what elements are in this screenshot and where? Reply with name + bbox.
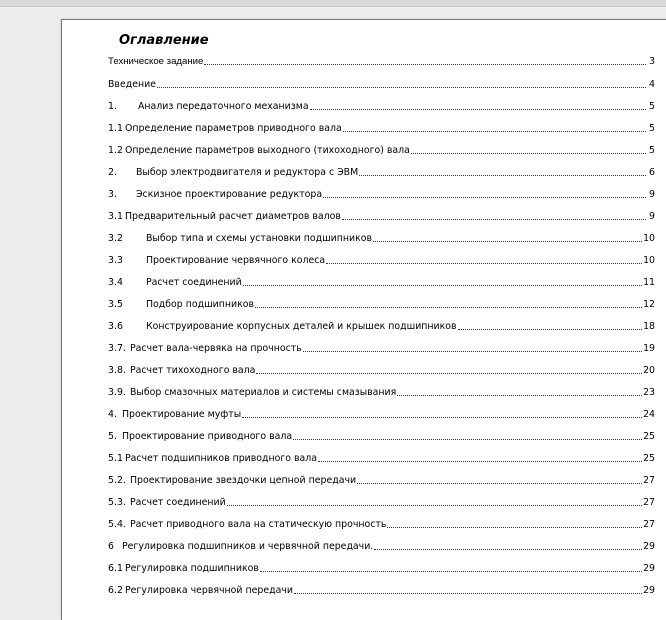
toc-entry-page: 5 — [649, 123, 655, 134]
toc-dot-leader — [242, 417, 642, 418]
toc-dot-leader — [227, 505, 642, 506]
toc-entry[interactable] — [108, 582, 655, 596]
toc-entry-page: 10 — [643, 233, 655, 244]
toc-entry[interactable] — [108, 296, 655, 310]
toc-entry[interactable] — [108, 208, 655, 222]
toc-entry-number: 3.6 — [108, 321, 123, 332]
toc-entry-number: 3.2 — [108, 233, 123, 244]
toc-entry-text: Выбор электродвигателя и редуктора с ЭВМ — [136, 167, 359, 178]
toc-dot-leader — [255, 307, 642, 308]
toc-entry-page: 27 — [643, 475, 655, 486]
toc-entry[interactable] — [108, 406, 655, 420]
toc-entry[interactable] — [108, 516, 655, 530]
toc-dot-leader — [256, 373, 642, 374]
toc-dot-leader — [387, 527, 642, 528]
toc-entry-page: 10 — [643, 255, 655, 266]
toc-entry-page: 18 — [643, 321, 655, 332]
toc-entry[interactable] — [108, 450, 655, 464]
toc-dot-leader — [397, 395, 642, 396]
toc-dot-leader — [373, 241, 642, 242]
toc-entry-text: Определение параметров приводного вала — [125, 123, 342, 134]
toc-entry-text: Проектирование муфты — [122, 409, 242, 420]
toc-entry-page: 19 — [643, 343, 655, 354]
toc-entry-text: Анализ передаточного механизма — [138, 101, 309, 112]
toc-dot-leader — [458, 329, 643, 330]
toc-entry-number: 2. — [108, 167, 117, 178]
toc-entry-number: 3.3 — [108, 255, 123, 266]
toc-entry-page: 24 — [643, 409, 655, 420]
toc-entry[interactable] — [108, 472, 655, 486]
toc-entry-text: Проектирование звездочки цепной передачи — [130, 475, 357, 486]
toc-entry[interactable] — [108, 142, 655, 156]
toc-entry-number: 1. — [108, 101, 117, 112]
toc-entry-text: Расчет подшипников приводного вала — [125, 453, 318, 464]
toc-entry[interactable] — [108, 186, 655, 200]
toc-entry-page: 27 — [643, 519, 655, 530]
toc-entry-number: 5.3. — [108, 497, 126, 508]
toc-entry[interactable] — [108, 318, 655, 332]
toc-entry-number: 5.1 — [108, 453, 123, 464]
toc-entry-number: 1.2 — [108, 145, 123, 156]
toc-title: Оглавление — [119, 33, 209, 48]
toc-entry-number: 4. — [108, 409, 117, 420]
toc-entry-page: 27 — [643, 497, 655, 508]
toc-entry[interactable] — [108, 252, 655, 266]
toc-entry-number: 6.1 — [108, 563, 123, 574]
toc-entry-page: 4 — [649, 79, 655, 90]
toc-entry-page: 23 — [643, 387, 655, 398]
toc-entry-text: Регулировка подшипников — [125, 563, 259, 574]
toc-entry-text: Расчет приводного вала на статическую прочность — [130, 519, 387, 530]
toc-dot-leader — [374, 549, 642, 550]
toc-entry[interactable] — [108, 274, 655, 288]
toc-dot-leader — [411, 153, 646, 154]
toc-entry[interactable] — [108, 560, 655, 574]
toc-entry-number: 5.4. — [108, 519, 126, 530]
toc-entry[interactable] — [108, 538, 655, 552]
toc-entry-number: 3. — [108, 189, 117, 200]
toc-entry-number: 6 — [108, 541, 114, 552]
toc-entry-text: Выбор смазочных материалов и системы смазывания — [130, 387, 397, 398]
toolbar-strip — [0, 0, 666, 7]
toc-dot-leader — [260, 571, 642, 572]
toc-entry[interactable] — [108, 340, 655, 354]
toc-entry-page: 5 — [649, 145, 655, 156]
toc-dot-leader — [293, 439, 642, 440]
toc-dot-leader — [326, 263, 642, 264]
toc-dot-leader — [157, 87, 646, 88]
toc-entry[interactable] — [108, 494, 655, 508]
toc-entry-text: Расчет тихоходного вала — [130, 365, 256, 376]
toc-entry-text: Введение — [108, 79, 156, 90]
toc-entry-number: 3.4 — [108, 277, 123, 288]
toc-entry[interactable] — [108, 362, 655, 376]
toc-entry-number: 3.1 — [108, 211, 123, 222]
toc-dot-leader — [310, 109, 646, 110]
toc-entry-page: 6 — [649, 167, 655, 178]
toc-entry-page: 29 — [643, 563, 655, 574]
toc-entry-text: Расчет вала-червяка на прочность — [130, 343, 302, 354]
document-page — [61, 19, 666, 620]
toc-dot-leader — [294, 593, 642, 594]
toc-entry-text: Выбор типа и схемы установки подшипников — [146, 233, 373, 244]
toc-entry-page: 25 — [643, 453, 655, 464]
toc-entry[interactable] — [108, 76, 655, 90]
toc-entry[interactable] — [108, 120, 655, 134]
toc-entry-number: 5. — [108, 431, 117, 442]
toc-entry-page: 29 — [643, 541, 655, 552]
toc-entry-page: 9 — [649, 211, 655, 222]
toc-entry-page: 11 — [643, 277, 655, 288]
toc-entry-number: 3.7. — [108, 343, 126, 354]
toc-dot-leader — [343, 131, 646, 132]
toc-entry-text: Расчет соединений — [130, 497, 226, 508]
toc-entry-text: Предварительный расчет диаметров валов — [125, 211, 341, 222]
toc-entry-text: Проектирование червячного колеса — [146, 255, 326, 266]
toc-entry-text: Проектирование приводного вала — [122, 431, 293, 442]
toc-entry-page: 29 — [643, 585, 655, 596]
toc-dot-leader — [342, 219, 646, 220]
toc-entry[interactable] — [108, 98, 655, 112]
toc-entry-text: Расчет соединений — [146, 277, 242, 288]
toc-entry-number: 1.1 — [108, 123, 123, 134]
toc-entry-page: 9 — [649, 189, 655, 200]
toc-entry[interactable] — [108, 53, 655, 67]
toc-dot-leader — [318, 461, 642, 462]
toc-entry-text: Техническое задание — [108, 56, 204, 67]
toc-entry-page: 25 — [643, 431, 655, 442]
toc-entry[interactable] — [108, 428, 655, 442]
toc-entry-number: 3.5 — [108, 299, 123, 310]
toc-entry[interactable] — [108, 230, 655, 244]
toc-dot-leader — [359, 175, 646, 176]
toc-dot-leader — [323, 197, 646, 198]
toc-entry-text: Подбор подшипников — [146, 299, 255, 310]
toc-entry-text: Эскизное проектирование редуктора — [136, 189, 323, 200]
toc-entry-number: 3.8. — [108, 365, 126, 376]
toc-dot-leader — [204, 64, 646, 65]
toc-dot-leader — [303, 351, 642, 352]
toc-entry[interactable] — [108, 384, 655, 398]
toc-entry-text: Регулировка подшипников и червячной передачи. — [122, 541, 374, 552]
toc-entry-text: Регулировка червячной передачи — [125, 585, 293, 596]
toc-entry-number: 6.2 — [108, 585, 123, 596]
toc-entry[interactable] — [108, 164, 655, 178]
toc-entry-page: 20 — [643, 365, 655, 376]
toc-entry-text: Определение параметров выходного (тихоходного) вала — [125, 145, 410, 156]
toc-entry-number: 5.2. — [108, 475, 126, 486]
toc-entry-text: Конструирование корпусных деталей и крышек подшипников — [146, 321, 457, 332]
toc-entry-page: 12 — [643, 299, 655, 310]
toc-dot-leader — [357, 483, 642, 484]
toc-dot-leader — [243, 285, 642, 286]
toc-entry-page: 5 — [649, 101, 655, 112]
toc-entry-number: 3.9. — [108, 387, 126, 398]
toc-entry-page: 3 — [649, 56, 655, 67]
